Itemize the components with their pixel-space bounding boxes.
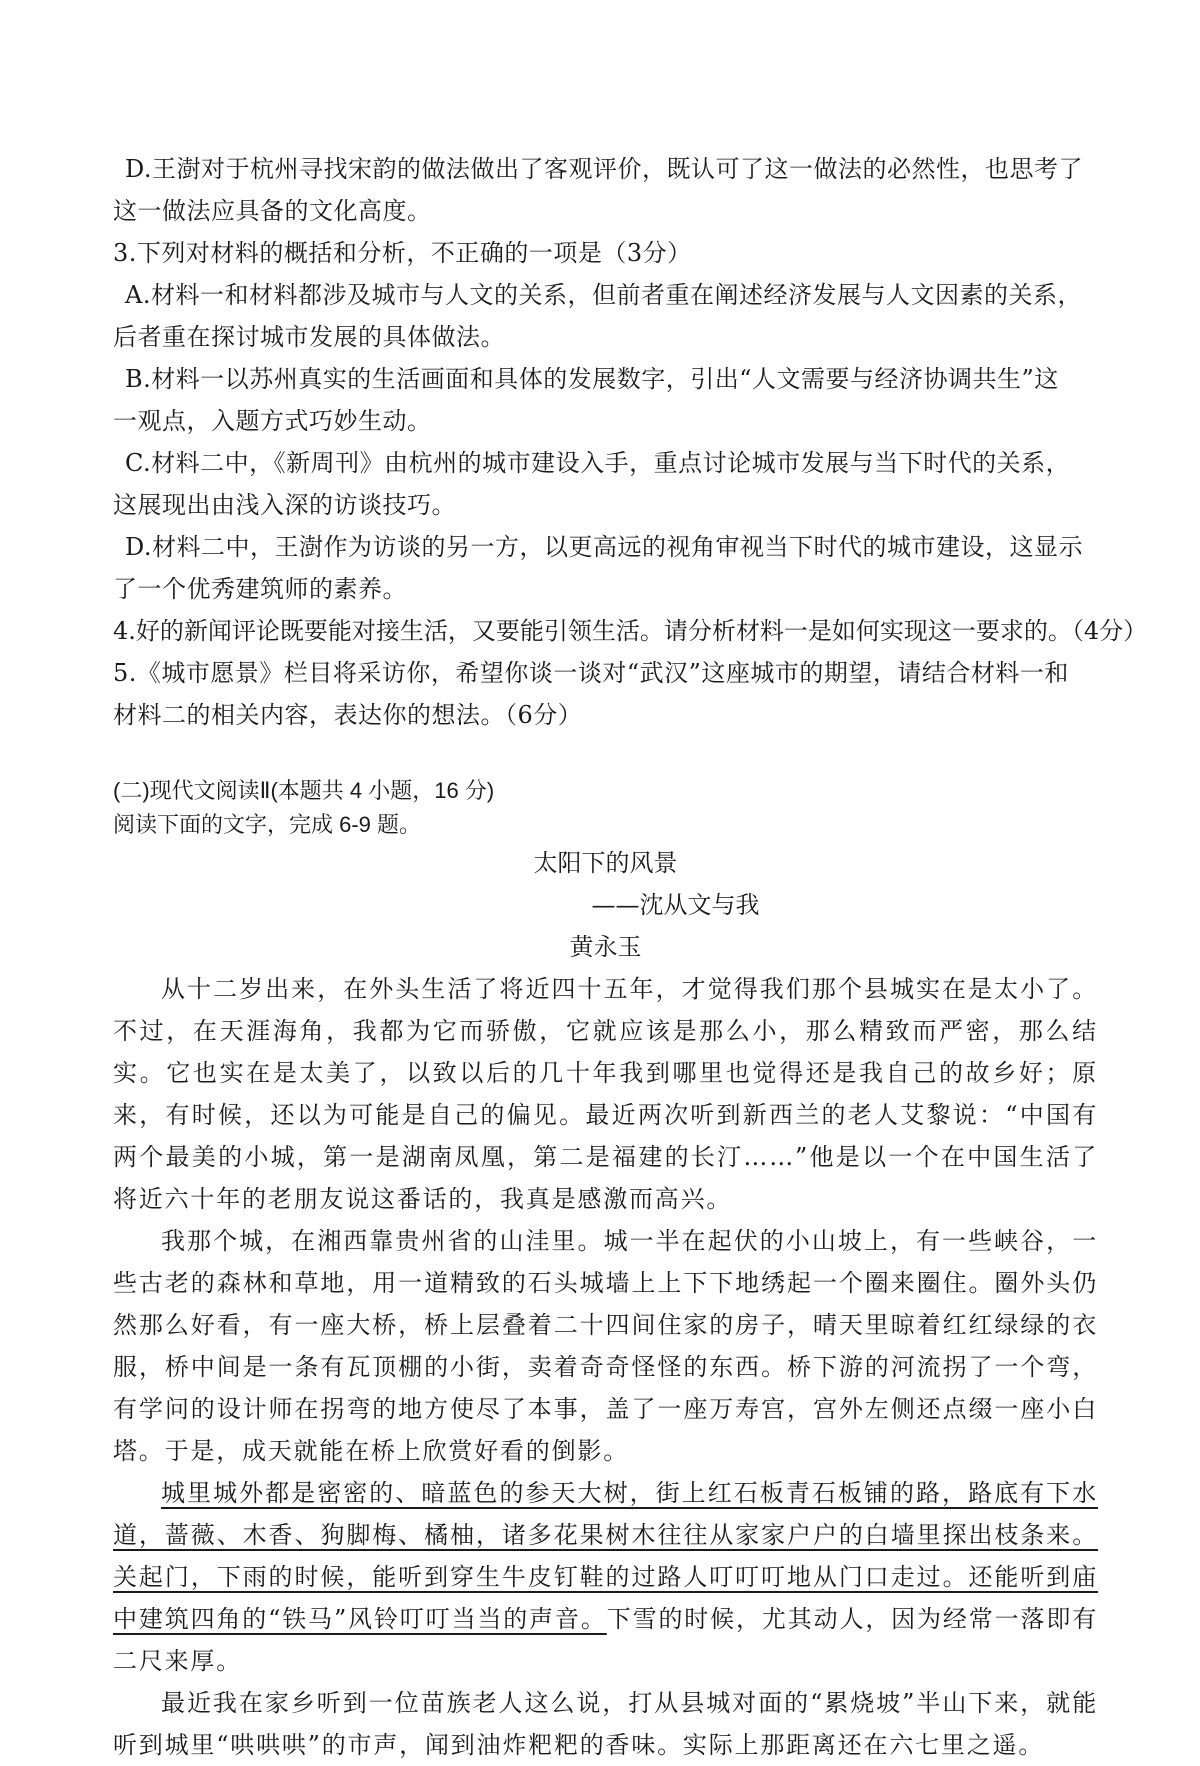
section-header: (二)现代文阅读Ⅱ(本题共 4 小题，16 分): [113, 778, 495, 803]
q3-option-d-line2: 了一个优秀建筑师的素养。: [113, 575, 407, 603]
q4-stem: 4.好的新闻评论既要能对接生活，又要能引领生活。请分析材料一是如何实现这一要求的。（4分）: [113, 617, 1148, 645]
q3-option-c-line2: 这展现出由浅入深的访谈技巧。: [113, 491, 456, 519]
q3-option-c-line1: C.材料二中，《新周刊》由杭州的城市建设入手，重点讨论城市发展与当下时代的关系，: [125, 449, 1071, 477]
paragraph-3-tail: 下雪的时候，尤其动人，因为经常一落即有二尺来厚。: [113, 1605, 1098, 1675]
q3-option-a-line1: A.材料一和材料都涉及城市与人文的关系，但前者重在阐述经济发展与人文因素的关系，: [125, 281, 1082, 309]
section-instruction: 阅读下面的文字，完成 6-9 题。: [113, 812, 422, 837]
q2-option-d-line2: 这一做法应具备的文化高度。: [113, 197, 432, 225]
section-gap: [113, 736, 1098, 774]
q5-stem-line2: 材料二的相关内容，表达你的想法。（6分）: [113, 701, 583, 729]
article-paragraph-2: 我那个城，在湘西靠贵州省的山洼里。城一半在起伏的小山坡上，有一些峡谷，一些古老的森林和草地，用一道精致的石头城墙上上下下地绣起一个圈来圈住。圈外头仍然那么好看，有一座大桥，桥上层叠着二十四间住家的房子，晴天里晾着红红绿绿的衣服，桥中间是一条有瓦顶棚的小街，卖着奇奇怪怪的东西。桥下游的河流拐了一个弯，有学问的设计师在拐弯的地方使尽了本事，盖了一座万寿宫，宫外左侧还点缀一座小白塔。于是，成天就能在桥上欣赏好看的倒影。: [113, 1227, 1098, 1465]
q3-stem: 3.下列对材料的概括和分析，不正确的一项是（3分）: [113, 239, 692, 267]
article-title: 太阳下的风景: [533, 849, 678, 877]
article-subtitle: ——沈从文与我: [591, 891, 760, 919]
q3-option-b-line2: 一观点，入题方式巧妙生动。: [113, 407, 432, 435]
q2-option-d-line1: D.王澍对于杭州寻找宋韵的做法做出了客观评价，既认可了这一做法的必然性，也思考了: [125, 155, 1084, 183]
article-paragraph-1: 从十二岁出来，在外头生活了将近四十五年，才觉得我们那个县城实在是太小了。不过，在天涯海角，我都为它而骄傲，它就应该是那么小，那么精致而严密，那么结实。它也实在是太美了，以致以后的几十年我到哪里也觉得还是我自己的故乡好；原来，有时候，还以为可能是自己的偏见。最近两次听到新西兰的老人艾黎说：“中国有两个最美的小城，第一是湖南凤凰，第二是福建的长汀……”他是以一个在中国生活了将近六十年的老朋友说这番话的，我真是感激而高兴。: [113, 975, 1098, 1213]
exam-page: [113, 148, 1148, 1766]
article-paragraph-3: [113, 1472, 1098, 1682]
article-author: 黄永玉: [569, 933, 642, 961]
q3-option-d-line1: D.材料二中，王澍作为访谈的另一方，以更高远的视角审视当下时代的城市建设，这显示: [125, 533, 1084, 561]
q3-option-a-line2: 后者重在探讨城市发展的具体做法。: [113, 323, 505, 351]
q5-stem-line1: 5.《城市愿景》栏目将采访你，希望你谈一谈对“武汉”这座城市的期望，请结合材料一和: [113, 659, 1069, 687]
article-heading: [113, 842, 1098, 968]
article-paragraph-4: 最近我在家乡听到一位苗族老人这么说，打从县城对面的“累烧坡”半山下来，就能听到城里“哄哄哄”的市声，闻到油炸粑粑的香味。实际上那距离还在六七里之遥。: [113, 1689, 1098, 1759]
underlined-passage: 城里城外都是密密的、暗蓝色的参天大树，街上红石板青石板铺的路，路底有下水道，蔷薇、木香、狗脚梅、橘柚，诸多花果树木往往从家家户户的白墙里探出枝条来。关起门，下雨的时候，能听到穿生牛皮钉鞋的过路人叮叮叮地从门口走过。还能听到庙中建筑四角的“铁马”风铃叮叮当当的声音。: [113, 1479, 1098, 1633]
q3-option-b-line1: B.材料一以苏州真实的生活画面和具体的发展数字，引出“人文需要与经济协调共生”这: [125, 365, 1059, 393]
